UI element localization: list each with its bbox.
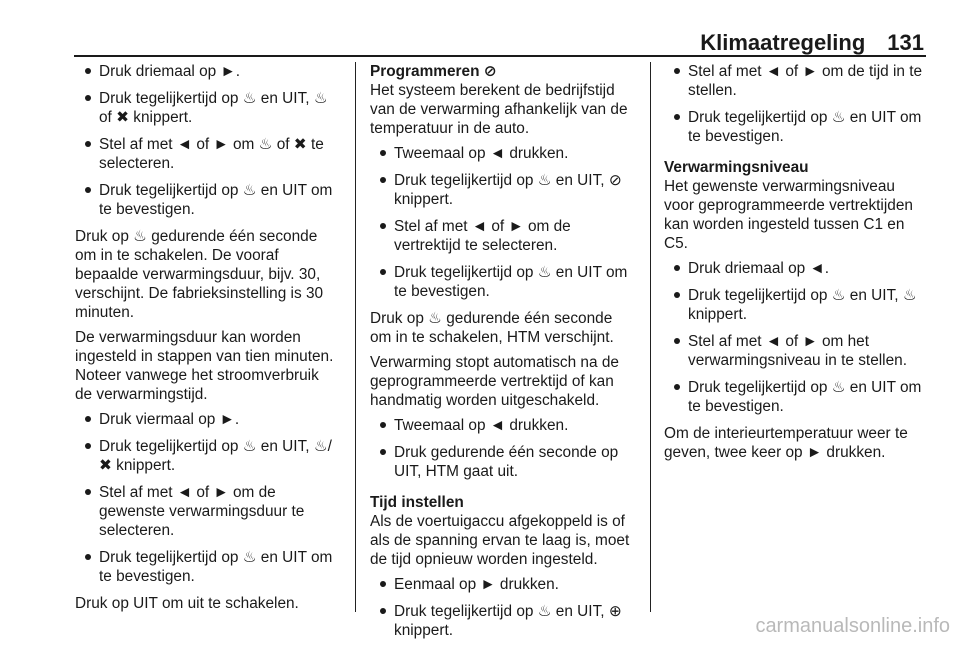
page-number: 131 bbox=[887, 30, 924, 55]
list-item: Eenmaal op ► drukken. bbox=[370, 575, 636, 594]
list-item: Tweemaal op ◄ drukken. bbox=[370, 144, 636, 163]
paragraph-htm-appears: Druk op ♨ gedurende één seconde om in te schakelen, HTM verschijnt. bbox=[370, 310, 614, 346]
heading-tijd-instellen: Tijd instellen bbox=[370, 494, 464, 511]
list-item: Druk tegelijkertijd op ♨ en UIT, ♨ knippert. bbox=[664, 286, 928, 324]
paragraph-heating-level: Het gewenste verwarmingsniveau voor geprogrammeerde vertrektijden kan worden ingesteld tussen C1 en C5. bbox=[664, 178, 913, 252]
steps-list-programming bbox=[370, 144, 636, 301]
paragraph-switch-on: Druk op ♨ gedurende één seconde om in te schakelen. De vooraf bepaalde verwarmingsduur, bijv. 30, verschijnt. De fabrieksinstelling is 30 minuten. bbox=[75, 228, 324, 321]
list-item: Druk tegelijkertijd op ♨ en UIT om te bevestigen. bbox=[370, 263, 636, 301]
page-header bbox=[700, 26, 924, 56]
list-item: Druk tegelijkertijd op ♨ en UIT om te bevestigen. bbox=[75, 181, 340, 219]
list-item: Druk tegelijkertijd op ♨ en UIT om te bevestigen. bbox=[75, 548, 340, 586]
paragraph-switch-off: Druk op UIT om uit te schakelen. bbox=[75, 595, 299, 612]
list-item: Druk tegelijkertijd op ♨ en UIT, ⊕ knippert. bbox=[370, 602, 636, 640]
list-item: Druk tegelijkertijd op ♨ en UIT, ⊘ knippert. bbox=[370, 171, 636, 209]
list-item: Druk driemaal op ◄. bbox=[664, 259, 928, 278]
header-rule bbox=[74, 55, 926, 57]
steps-list-duration bbox=[75, 410, 340, 586]
column-divider-2 bbox=[650, 62, 651, 612]
list-item: Druk tegelijkertijd op ♨ en UIT, ♨/✖ knippert. bbox=[75, 437, 340, 475]
list-item: Druk tegelijkertijd op ♨ en UIT om te bevestigen. bbox=[664, 378, 928, 416]
list-item: Stel af met ◄ of ► om ♨ of ✖ te selecteren. bbox=[75, 135, 340, 173]
watermark: carmanualsonline.info bbox=[755, 615, 950, 637]
list-item: Stel af met ◄ of ► om de tijd in te stellen. bbox=[664, 62, 928, 100]
list-item: Stel af met ◄ of ► om de vertrektijd te selecteren. bbox=[370, 217, 636, 255]
list-item: Stel af met ◄ of ► om het verwarmingsniveau in te stellen. bbox=[664, 332, 928, 370]
paragraph-auto-stop: Verwarming stopt automatisch na de geprogrammeerde vertrektijd of kan handmatig worden uitgeschakeld. bbox=[370, 354, 619, 409]
paragraph-battery: Als de voertuigaccu afgekoppeld is of als de spanning ervan te laag is, moet de tijd opnieuw worden ingesteld. bbox=[370, 513, 630, 568]
paragraph-system-calculates: Het systeem berekent de bedrijfstijd van de verwarming afhankelijk van de temperatuur in de auto. bbox=[370, 82, 628, 137]
list-item: Druk driemaal op ►. bbox=[75, 62, 340, 81]
column-1 bbox=[75, 62, 340, 619]
list-item: Tweemaal op ◄ drukken. bbox=[370, 416, 636, 435]
steps-list-heating-level bbox=[664, 259, 928, 416]
paragraph-heating-duration: De verwarmingsduur kan worden ingesteld in stappen van tien minuten. Noteer vanwege het stroomverbruik de verwarmingstijd. bbox=[75, 329, 334, 403]
page-title: Klimaatregeling bbox=[700, 30, 866, 55]
list-item: Druk tegelijkertijd op ♨ en UIT om te bevestigen. bbox=[664, 108, 928, 146]
heading-programmeren: Programmeren ⊘ bbox=[370, 63, 497, 80]
list-item: Druk gedurende één seconde op UIT, HTM gaat uit. bbox=[370, 443, 636, 481]
paragraph-interior-temperature: Om de interieurtemperatuur weer te geven, twee keer op ► drukken. bbox=[664, 425, 908, 461]
heading-verwarmingsniveau: Verwarmingsniveau bbox=[664, 159, 809, 176]
steps-list-time bbox=[370, 575, 636, 640]
steps-list-time-continued bbox=[664, 62, 928, 146]
column-divider-1 bbox=[355, 62, 356, 612]
steps-list-htm-off bbox=[370, 416, 636, 481]
list-item: Stel af met ◄ of ► om de gewenste verwarmingsduur te selecteren. bbox=[75, 483, 340, 540]
column-3 bbox=[664, 62, 928, 468]
column-2 bbox=[370, 62, 636, 648]
list-item: Druk tegelijkertijd op ♨ en UIT, ♨ of ✖ knippert. bbox=[75, 89, 340, 127]
list-item: Druk viermaal op ►. bbox=[75, 410, 340, 429]
steps-list-heating-mode bbox=[75, 62, 340, 219]
